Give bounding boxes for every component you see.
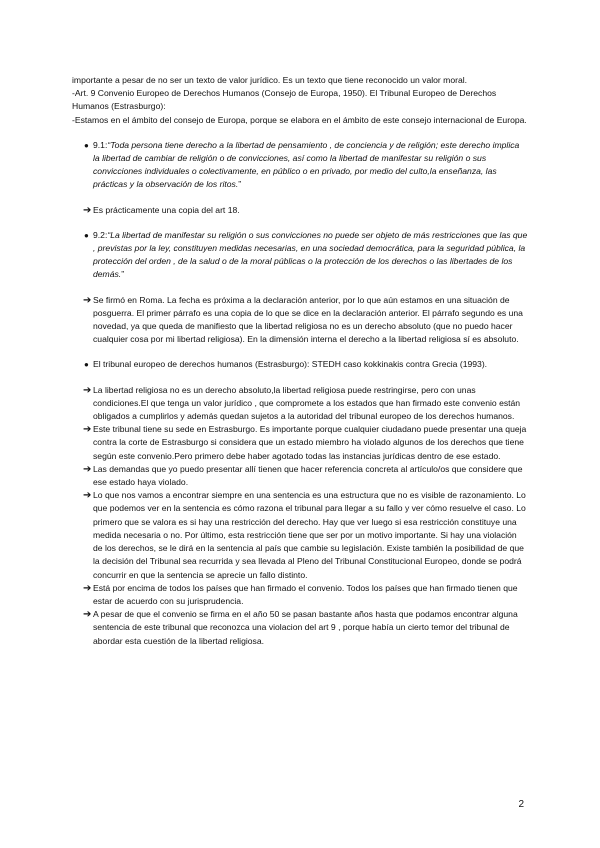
page-content <box>72 74 528 648</box>
arrow-item-text: La libertad religiosa no es un derecho absoluto,la libertad religiosa puede restringirse, pero con unas condiciones.El que tenga un valor jurídico , que compromete a los estados que han firmado este convenio están obligados a cumplirlos y además quedan sujetos a la autoridad del tribunal europeo de los derechos humanos. <box>93 384 521 422</box>
arrow-item-text: Se firmó en Roma. La fecha es próxima a la declaración anterior, por lo que aún estamos en una situación de posguerra. El primer párrafo es una copia de lo que se dice en la declaración anterior. El párrafo segundo es una novedad, ya que queda de manifiesto que la libertad religiosa no es un derecho absoluto (que no puedo hacer cualquier cosa por mi libertad religiosa). En la dimensión interna el derecho a la libertad religiosa sí es absoluto. <box>93 294 523 345</box>
arrow-item-text: Este tribunal tiene su sede en Estrasburgo. Es importante porque cualquier ciudadano puede presentar una queja contra la corte de Estrasburgo si considera que un estado miembro ha violado algunos de los derechos que tiene según este convenio.Pero primero debe haber agotado todas las instancias jurídicas dentro de ese estado. <box>93 424 527 461</box>
arrow-icon: ➔ <box>83 490 92 502</box>
bullet-item-art-9-1 <box>72 139 528 192</box>
bullet-icon: ● <box>84 230 89 240</box>
arrow-item-rome <box>72 294 528 347</box>
arrow-icon: ➔ <box>83 609 92 621</box>
arrow-item <box>72 582 528 608</box>
arrow-item-text: A pesar de que el convenio se firma en el año 50 se pasan bastante años hasta que podamos encontrar alguna sentencia de este tribunal que reconozca una violacion del art 9 , porque había un cierto temor del tribunal de abordar esta cuestión de la libertad religiosa. <box>93 609 518 646</box>
arrow-item <box>72 489 528 581</box>
intro-paragraph-3: -Estamos en el ámbito del consejo de Europa, porque se elabora en el ámbito de este consejo internacional de Europa. <box>72 114 527 125</box>
bullet-prefix: 9.1: <box>93 139 108 150</box>
page-number: 2 <box>518 799 524 810</box>
arrow-item <box>72 423 528 463</box>
quoted-text: “Toda persona tiene derecho a la libertad de pensamiento , de conciencia y de religión; este derecho implica la libertad de cambiar de religión o de convicciones, así como la libertad de manifestar su religión o sus convicciones individuales o colectivamente, en público o en privado, por medio del culto,la enseñanza, las prácticas y la observación de los ritos. <box>93 139 520 190</box>
bullet-item-tribunal <box>72 358 528 371</box>
arrow-icon: ➔ <box>83 582 92 594</box>
bullet-item-art-9-2 <box>72 229 528 282</box>
bullet-prefix: 9.2: <box>93 229 108 240</box>
arrow-icon: ➔ <box>83 384 92 396</box>
quote-close: ” <box>238 179 242 190</box>
arrow-item <box>72 384 528 424</box>
arrow-item-text: Es prácticamente una copia del art 18. <box>93 204 240 215</box>
arrow-icon: ➔ <box>83 204 92 216</box>
arrow-item <box>72 608 528 648</box>
arrow-icon: ➔ <box>83 424 92 436</box>
bullet-icon: ● <box>84 360 89 370</box>
quoted-text: “La libertad de manifestar su religión o sus convicciones no puede ser objeto de más restricciones que las que , previstas por la ley, constituyen medidas necesarias, en una sociedad democrática, para la seguridad pública, la protección del orden , de la salud o de la moral públicas o la protección de los derechos o las libertades de los demás. <box>93 229 528 280</box>
intro-paragraph-2: -Art. 9 Convenio Europeo de Derechos Humanos (Consejo de Europa, 1950). El Tribunal Europeo de Derechos Humanos (Estrasburgo): <box>72 88 497 112</box>
arrow-item-text: Las demandas que yo puedo presentar allí tienen que hacer referencia concreta al artículo/os que considere que ese estado haya violado. <box>93 463 523 488</box>
arrow-icon: ➔ <box>83 294 92 306</box>
arrow-item-copy-art-18 <box>72 204 528 217</box>
arrow-item-text: Está por encima de todos los países que han firmado el convenio. Todos los países que han firmado tienen que estar de acuerdo con su jurisprudencia. <box>93 582 518 606</box>
arrow-item <box>72 463 528 489</box>
arrow-icon: ➔ <box>83 463 92 475</box>
quote-close: ” <box>121 269 125 280</box>
arrow-item-text: Lo que nos vamos a encontrar siempre en una sentencia es una estructura que no es visible de razonamiento. Lo que podemos ver en la sentencia es cómo razona el tribunal para llegar a su fallo y ver cómo resuelve el caso. Lo primero que se valora es si hay una restricción del derecho. Hay que ver luego si esa restricción constituye una medida necesaria o no. Por último, esta restricción tiene que ser por un motivo importante. Si hay una violación de los derechos, se le dirá en la sentencia al país que cambie su legislación. Existe también la posibilidad de que la decisión del Tribunal sea recurrida y sea llevada al Pleno del Tribunal Constitucional Europeo, donde se podrá concurrir en que la sentencia se aprecie un fallo distinto. <box>93 490 526 580</box>
bullet-icon: ● <box>84 140 89 150</box>
bullet-text: El tribunal europeo de derechos humanos (Estrasburgo): STEDH caso kokkinakis contra Grecia (1993). <box>93 359 488 370</box>
intro-paragraph-1: importante a pesar de no ser un texto de valor jurídico. Es un texto que tiene reconocido un valor moral. <box>72 75 468 85</box>
